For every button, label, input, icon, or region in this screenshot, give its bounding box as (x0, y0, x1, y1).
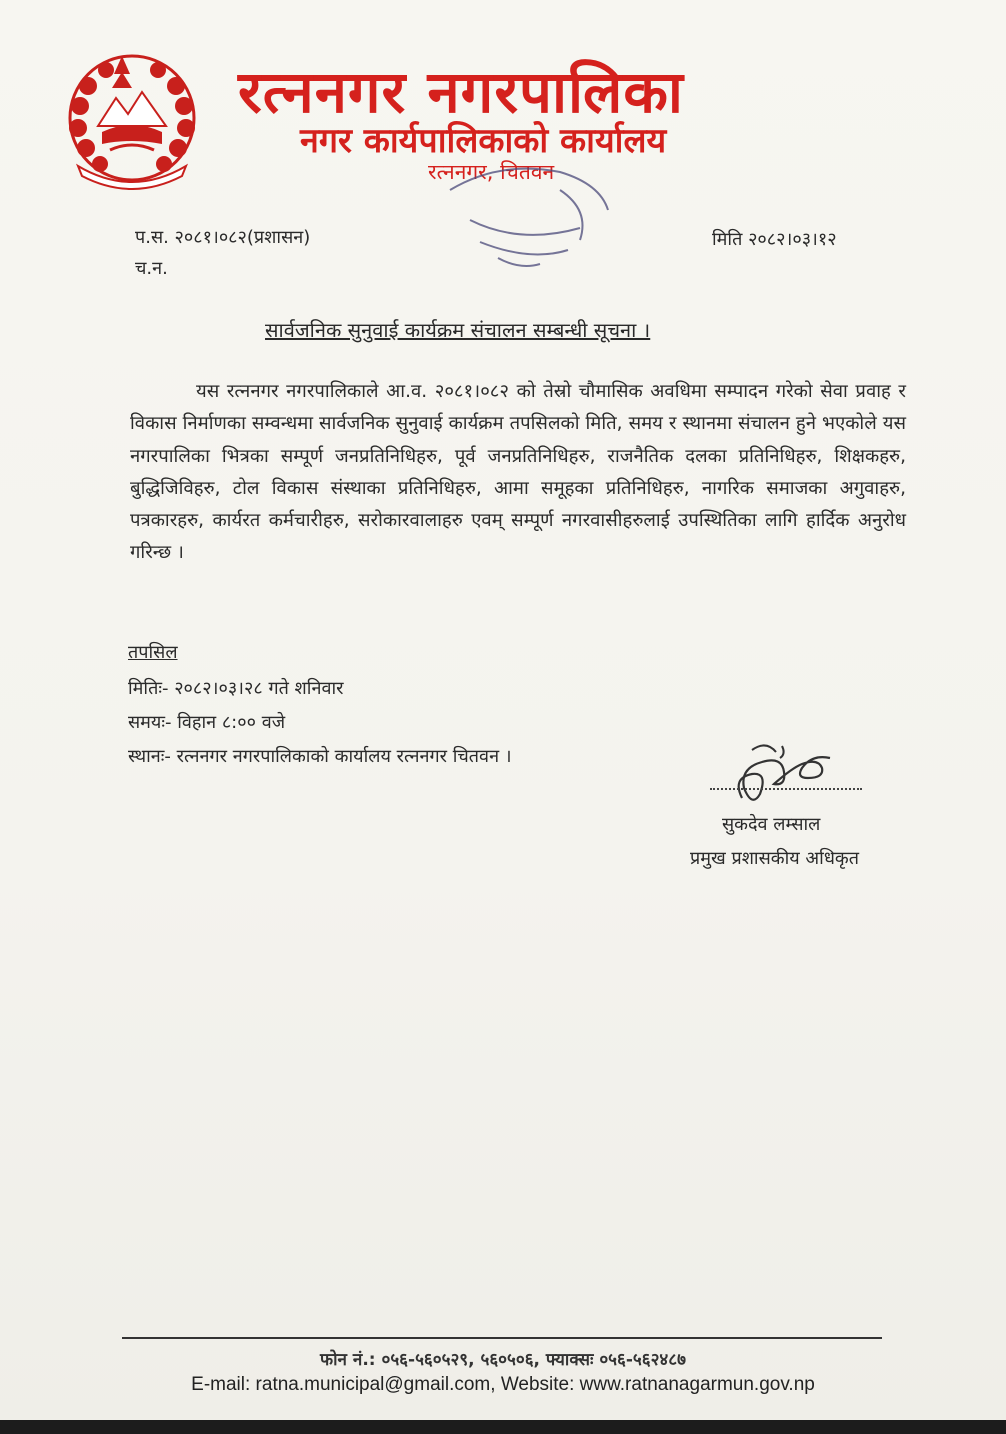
signatory-name: सुकदेव लम्साल (722, 814, 821, 835)
event-date: मितिः- २०८२।०३।२८ गते शनिवार (128, 678, 344, 699)
letter-date: मिति २०८२।०३।१२ (712, 229, 837, 250)
nepal-emblem-icon (58, 48, 206, 190)
footer-phone: फोन नं.: ०५६-५६०५२९, ५६०५०६, फ्याक्सः ०५६-५६२४८७ (320, 1350, 686, 1370)
office-name: नगर कार्यपालिकाको कार्यालय (300, 121, 667, 161)
office-location: रत्ननगर, चितवन (428, 160, 555, 184)
notice-body: यस रत्ननगर नगरपालिकाले आ.व. २०८१।०८२ को तेस्रो चौमासिक अवधिमा सम्पादन गरेको सेवा प्रवाह र विकास निर्माणका सम्वन्धमा सार्वजनिक सुनुवाई कार्यक्रम तपसिलको मिति, समय र स्थानमा संचालन हुने भएकोले यस नगरपालिका भित्रका सम्पूर्ण जनप्रतिनिधिहरु, पूर्व जनप्रतिनिधिहरु, राजनैतिक दलका प्रतिनिधिहरु, शिक्षकहरु, बुद्धिजिविहरु, टोल विकास संस्थाका प्रतिनिधिहरु, आमा समूहका प्रतिनिधिहरु, नागरिक समाजका अगुवाहरु, पत्रकारहरु, कार्यरत कर्मचारीहरु, सरोकारवालाहरु एवम् सम्पूर्ण नगरवासीहरुलाई उपस्थितिका लागि हार्दिक अनुरोध गरिन्छ । (130, 381, 906, 564)
dispatch-number: च.न. (135, 258, 168, 279)
signature (722, 738, 842, 808)
footer-contact: E-mail: ratna.municipal@gmail.com, Website: www.ratnanagarmun.gov.np (191, 1374, 815, 1395)
office-stamp (440, 150, 615, 275)
event-time: समयः- विहान ८:०० वजे (128, 712, 286, 733)
organization-name: रत्ननगर नगरपालिका (238, 58, 684, 126)
notice-subject: सार्वजनिक सुनुवाई कार्यक्रम संचालन सम्बन्धी सूचना । (265, 318, 651, 342)
details-heading: तपसिल (128, 642, 178, 663)
footer-divider (122, 1337, 882, 1339)
scan-bottom-edge (0, 1420, 1006, 1434)
signature-line (710, 788, 862, 790)
signatory-title: प्रमुख प्रशासकीय अधिकृत (690, 848, 859, 869)
event-place: स्थानः- रत्ननगर नगरपालिकाको कार्यालय रत्ननगर चितवन । (128, 746, 512, 767)
reference-number: प.स. २०८१।०८२(प्रशासन) (135, 227, 311, 248)
